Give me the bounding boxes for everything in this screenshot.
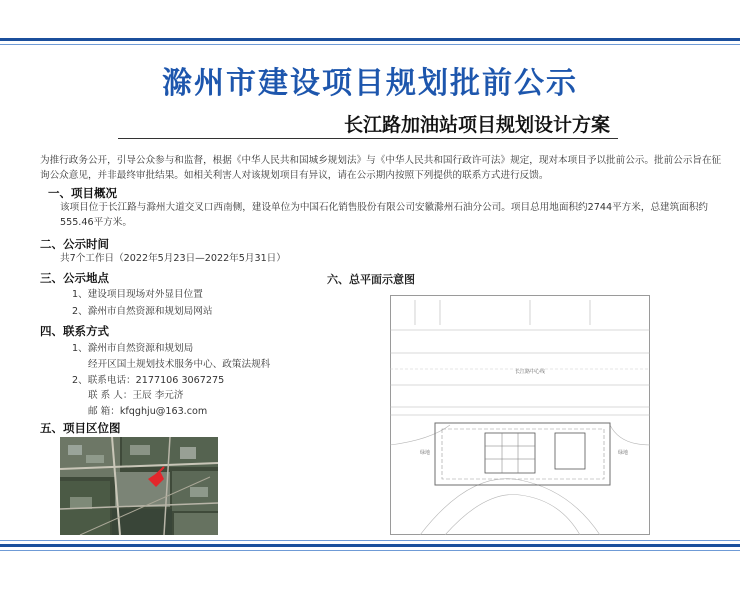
plan-label-left: 绿地 [420,450,431,456]
place-heading: 三、公示地点 [40,271,109,285]
time-heading: 二、公示时间 [40,237,109,251]
bottom-border-line-top [0,540,740,541]
intro-paragraph: 为推行政务公开，引导公众参与和监督，根据《中华人民共和国城乡规划法》与《中华人民共和国行政许可法》规定，现对本项目予以批前公示。批前公示旨在征询公众意见，并非最终审批结果。如相关利害人对该规划项目有异议，请在公示期内按照下列提供的联系方式进行反馈。 [40,155,722,181]
site-plan-drawing [390,295,650,535]
location-satellite-map [60,437,218,535]
bottom-border-line-bottom [0,550,740,551]
plan-label-road-center: 长江路中心线 [515,369,546,375]
location-heading: 五、项目区位图 [40,421,121,435]
time-body: 共7个工作日（2022年5月23日—2022年5月31日） [60,253,286,264]
contact-heading: 四、联系方式 [40,324,109,338]
contact-org: 1、滁州市自然资源和规划局 [72,343,194,354]
page-subtitle: 长江路加油站项目规划设计方案 [343,114,610,136]
bottom-border-band [0,544,740,547]
top-border-line [0,44,740,45]
contact-phone: 2、联系电话：2177106 3067275 [72,375,225,386]
top-border-band [0,38,740,41]
contact-email: 邮 箱：kfqghju@163.com [88,406,208,417]
overview-heading: 一、项目概况 [48,186,117,200]
plan-heading: 六、总平面示意图 [327,273,415,286]
contact-dept: 经开区国土规划技术服务中心、政策法规科 [88,359,271,370]
place-item-1: 1、建设项目现场对外显目位置 [72,289,203,300]
subtitle-underline [118,138,618,139]
place-item-2: 2、滁州市自然资源和规划局网站 [72,306,213,317]
overview-body: 该项目位于长江路与滁州大道交叉口西南侧，建设单位为中国石化销售股份有限公司安徽滁州石油分公司。项目总用地面积约2744平方米，总建筑面积约555.46平方米。 [60,202,709,228]
contact-person: 联 系 人：王辰 李元济 [88,390,184,401]
page-title: 滁州市建设项目规划批前公示 [162,66,578,101]
plan-label-right: 绿地 [618,450,629,456]
